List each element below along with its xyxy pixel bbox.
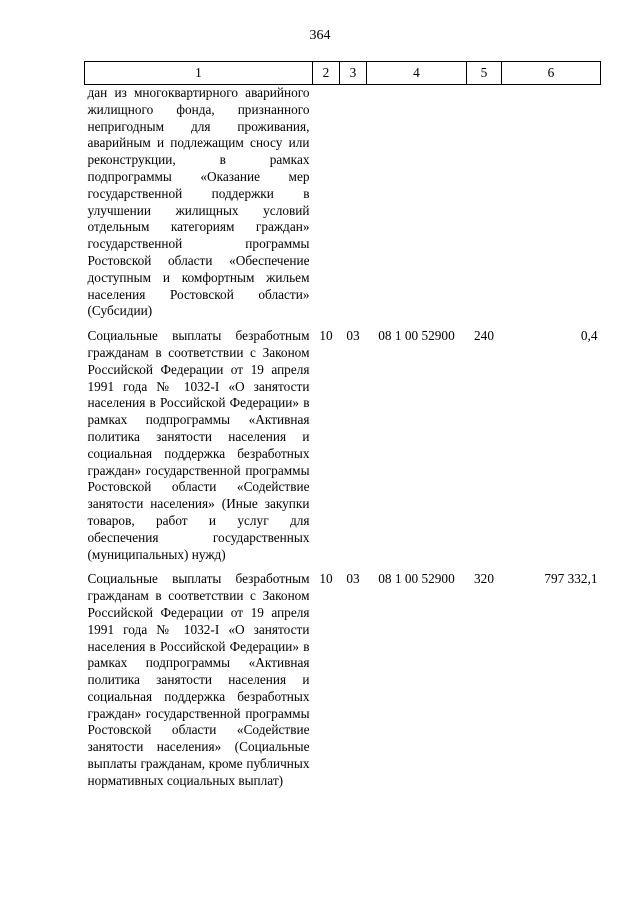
row-expense-type: 320	[474, 571, 494, 587]
table-body	[85, 85, 601, 794]
row-amount: 0,4	[580, 328, 598, 344]
row-subsection	[340, 85, 367, 325]
header-row	[85, 62, 601, 85]
header-col-6: 6	[502, 62, 601, 85]
table-row	[85, 85, 601, 325]
header-col-3: 3	[340, 62, 367, 85]
row-description: дан из многоквартирного аварийного жилищного фонда, признанного непригодным для проживания, аварийным и подлежащим сносу или реконструкции, в рамках подпрограммы «Оказание мер государственной поддержки в улучшении жилищных условий отдельным категориям граждан» государственной программы Ростовской области «Обеспечение доступным и комфортным жильем населения Ростовской области» (Субсидии)	[87, 85, 310, 319]
header-col-5: 5	[467, 62, 502, 85]
header-col-2: 2	[313, 62, 340, 85]
table-header	[85, 62, 601, 85]
table-row	[85, 324, 601, 567]
row-amount	[502, 85, 601, 325]
page-number: 364	[309, 28, 331, 43]
header-col-1: 1	[85, 62, 313, 85]
row-subsection: 03	[346, 328, 360, 344]
row-description: Социальные выплаты безработным гражданам в соответствии с Законом Российской Федерации от 19 апреля 1991 года № 1032-I «О занятости населения в Российской Федерации» в рамках подпрограммы «Активная политика занятости населения и социальная поддержка безработных граждан» государственной программы Ростовской области «Содействие занятости населения» (Иные закупки товаров, работ и услуг для обеспечения государственных (муниципальных) нужд)	[87, 328, 310, 562]
row-subsection: 03	[346, 571, 360, 587]
row-amount: 797 332,1	[544, 571, 598, 587]
header-col-4: 4	[367, 62, 467, 85]
row-section	[313, 85, 340, 325]
row-target-code: 08 1 00 52900	[378, 328, 455, 344]
row-target-code	[367, 85, 467, 325]
row-description: Социальные выплаты безработным гражданам в соответствии с Законом Российской Федерации от 19 апреля 1991 года № 1032-I «О занятости населения в Российской Федерации» в рамках подпрограммы «Активная политика занятости населения и социальная поддержка безработных граждан» государственной программы Ростовской области «Содействие занятости населения» (Социальные выплаты гражданам, кроме публичных нормативных социальных выплат)	[87, 571, 310, 788]
budget-table	[84, 61, 601, 794]
row-target-code: 08 1 00 52900	[378, 571, 455, 587]
row-expense-type: 240	[474, 328, 494, 344]
row-expense-type	[467, 85, 502, 325]
table-row	[85, 567, 601, 793]
row-section: 10	[319, 328, 333, 344]
row-section: 10	[319, 571, 333, 587]
